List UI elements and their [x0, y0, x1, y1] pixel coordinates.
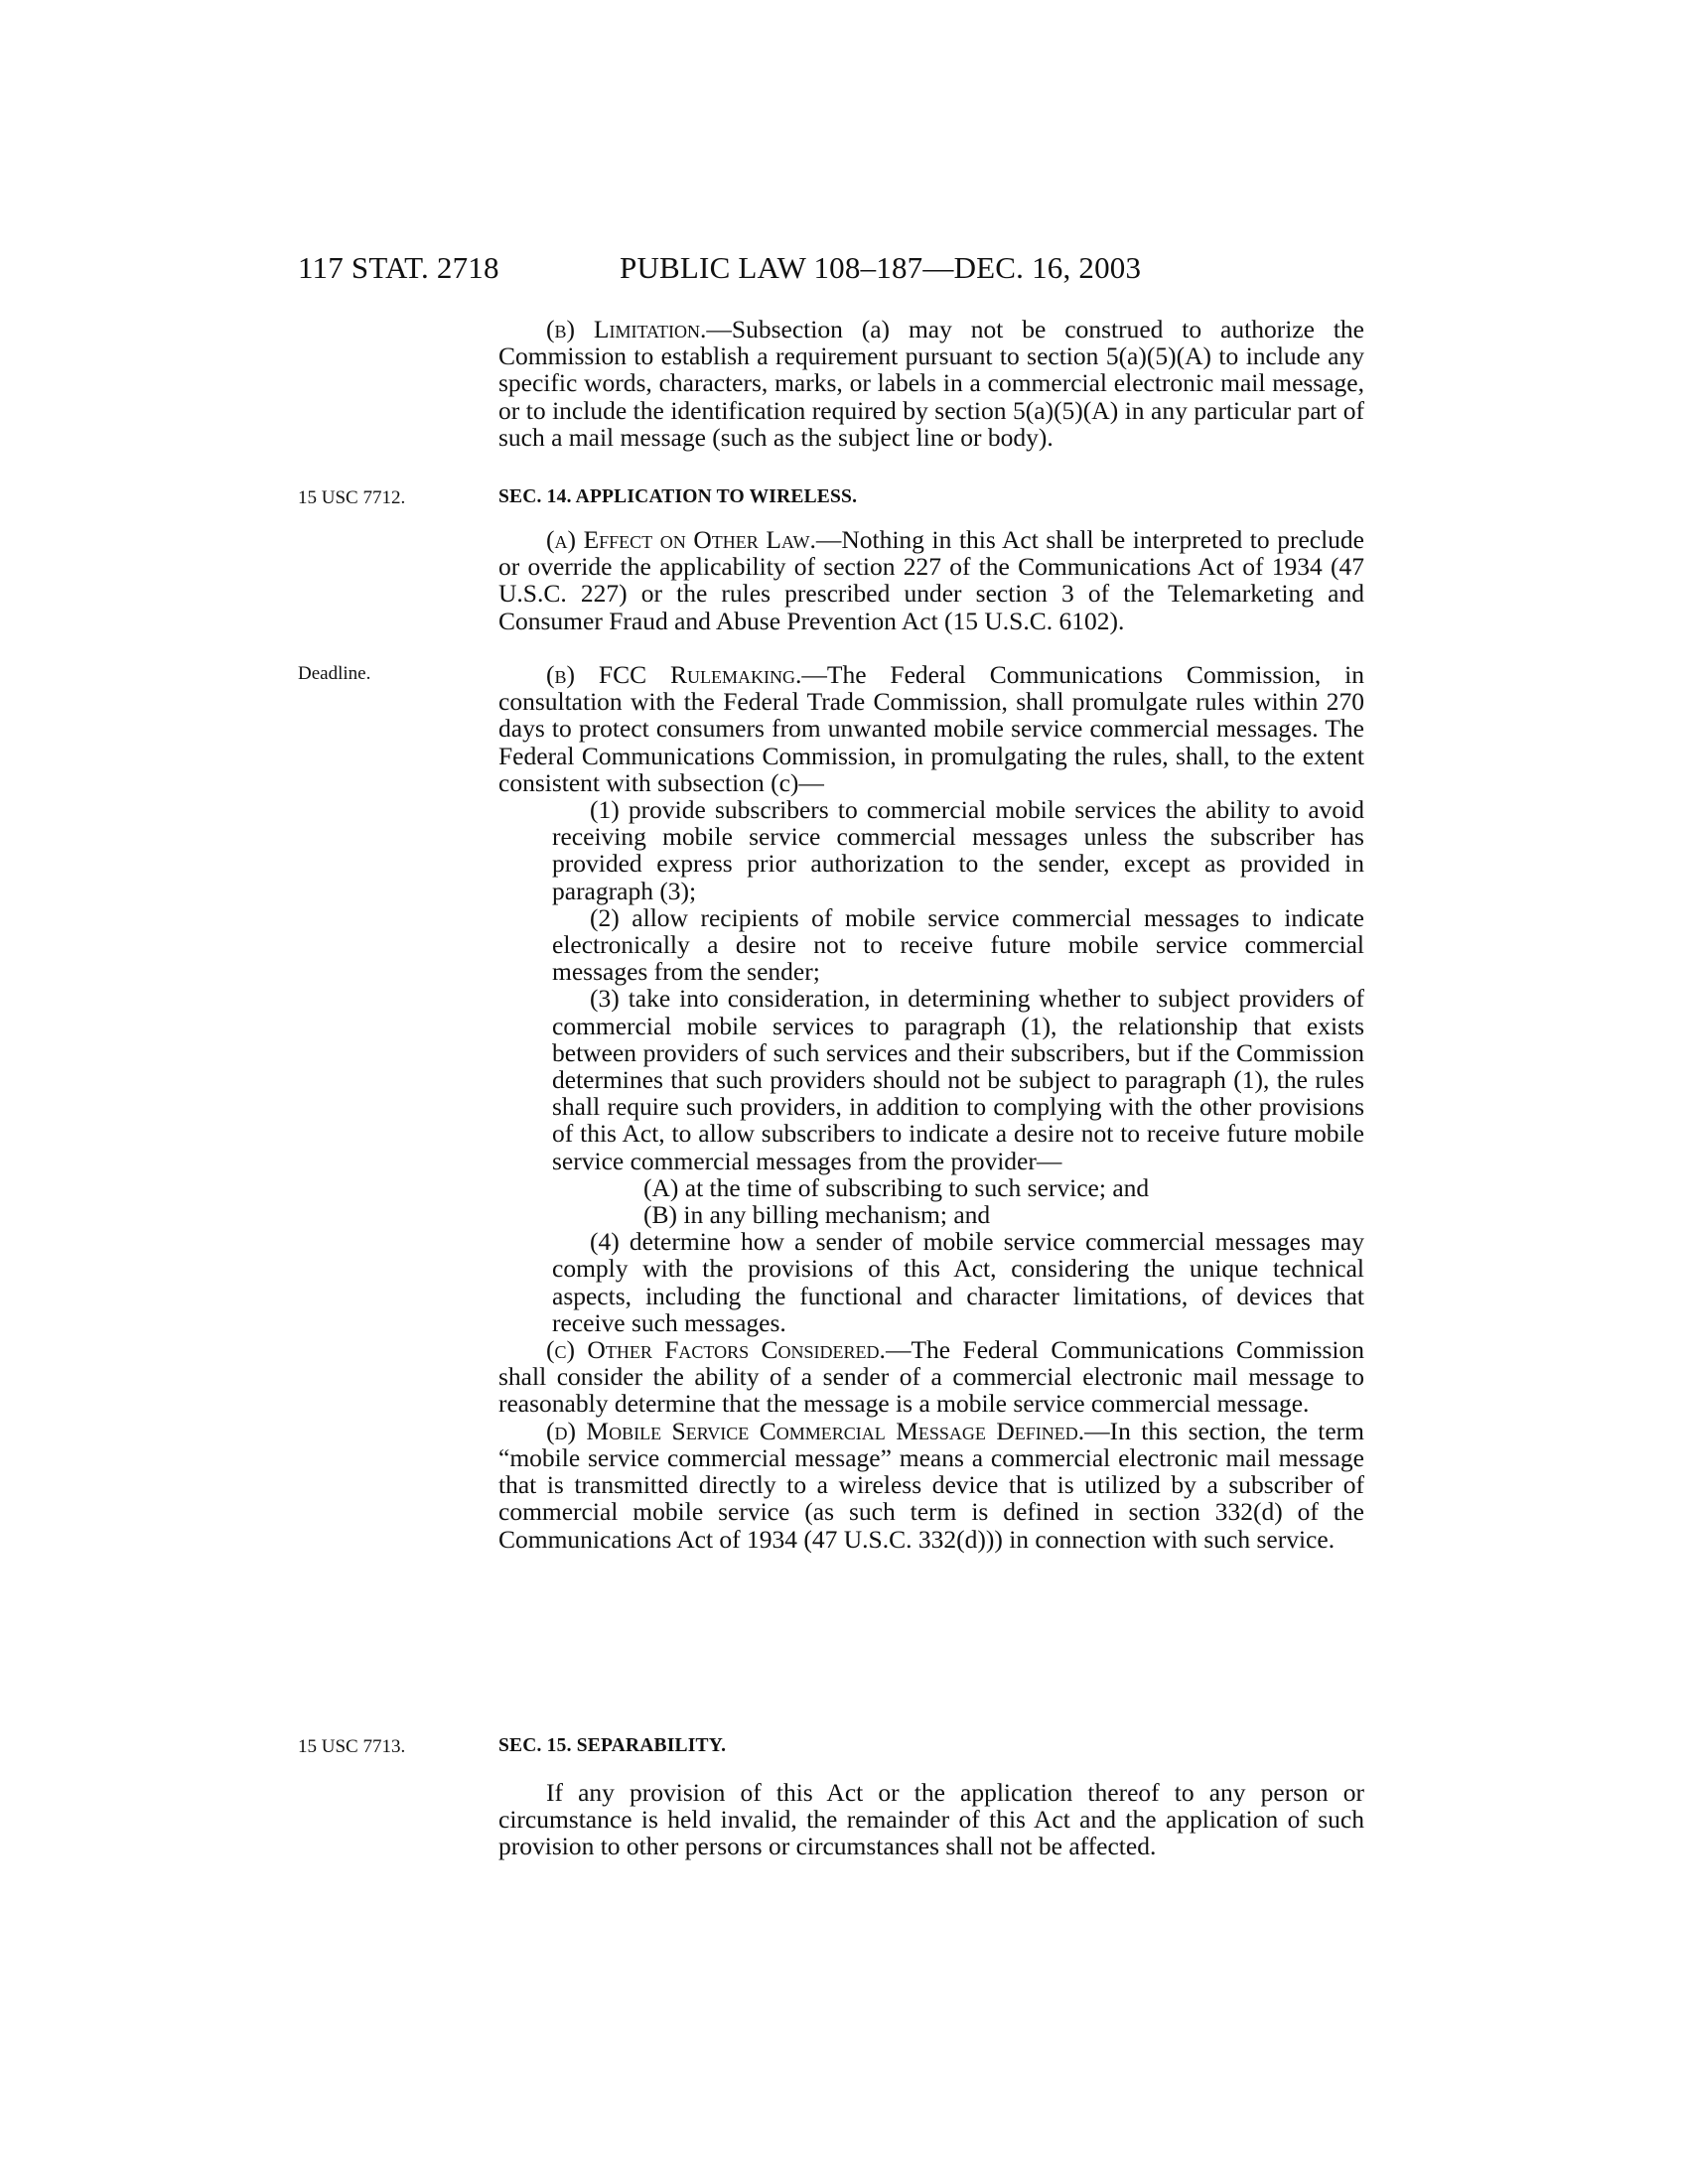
paragraph-separability: If any provision of this Act or the application thereof to any person or circumstance is held invalid, the remainder of this Act and the application of such provision to other persons or circumstances shall not be affected. [498, 1778, 1364, 1861]
effect-on-other-law-text: —Nothing in this Act shall be interpreted to preclude or override the applicability of section 227 of the Communications Act of 1934 (47 U.S.C. 227) or the rules prescribed under section 3 of the Telemarketing and Consumer Fraud and Abuse Prevention Act (15 U.S.C. 6102). [498, 525, 1365, 635]
paragraph-b3: (3) take into consideration, in determining whether to subject providers of commercial mobile services to paragraph (1), the relationship that exists between providers of such services and their subscribers, but if the Commission determines that such providers should not be subject to paragraph (1), the rules shall require such providers, in addition to complying with the other provisions of this Act, to allow subscribers to indicate a desire not to receive future mobile service commercial messages from the provider— [552, 984, 1364, 1175]
paragraph-b4: (4) determine how a sender of mobile service commercial messages may comply with the provisions of this Act, considering the unique technical aspects, including the functional and character limitations, of devices that receive such messages. [552, 1227, 1364, 1337]
mobile-service-defined-text: —In this section, the term “mobile service commercial message” means a commercial electronic mail message that is transmitted directly to a wireless device that is utilized by a subscriber of commercial mobile service (as such term is defined in section 332(d) of the Communications Act of 1934 (47 U.S.C. 332(d))) in connection with such service. [498, 1416, 1364, 1554]
fcc-rulemaking-text: —The Federal Communications Commission, in consultation with the Federal Trade Commission, shall promulgate rules within 270 days to protect consumers from unwanted mobile service commercial messages. The Federal Communications Commission, in promulgating the rules, shall, to the extent consistent with subsection (c)— [498, 660, 1364, 797]
section-14-a-block [498, 526, 1364, 634]
section-14-b-d-block [498, 661, 1364, 1553]
margin-note-15-usc-7712: 15 USC 7712. [298, 487, 406, 508]
paragraph-mobile-service-defined [498, 1418, 1364, 1553]
paragraph-b1: (1) provide subscribers to commercial mobile services the ability to avoid receiving mobile service commercial messages unless the subscriber has provided express prior authorization to the sender, except as provided in paragraph (3); [552, 795, 1364, 905]
limitation-text: —Subsection (a) may not be construed to authorize the Commission to establish a requirement pursuant to section 5(a)(5)(A) to include any specific words, characters, marks, or labels in a commercial electronic mail message, or to include the identification required by section 5(a)(5)(A) in any particular part of such a mail message (such as the subject line or body). [498, 315, 1364, 452]
fcc-rulemaking-heading: (b) FCC Rulemaking. [546, 660, 802, 689]
effect-on-other-law-heading: (a) Effect on Other Law. [546, 525, 816, 554]
section-15-title: SEC. 15. SEPARABILITY. [498, 1735, 727, 1756]
section-13-b-block [498, 316, 1364, 451]
law-title: PUBLIC LAW 108–187—DEC. 16, 2003 [620, 250, 1142, 285]
other-factors-text: —The Federal Communications Commission shall consider the ability of a sender of a commercial electronic mail message to reasonably determine that the message is a mobile service commercial message. [498, 1335, 1365, 1419]
paragraph-b3-b: (B) in any billing mechanism; and [643, 1200, 991, 1230]
margin-note-15-usc-7713: 15 USC 7713. [298, 1736, 406, 1757]
paragraph-effect-on-other-law [498, 526, 1364, 634]
other-factors-heading: (c) Other Factors Considered. [546, 1335, 886, 1365]
paragraph-b2: (2) allow recipients of mobile service commercial messages to indicate electronically a desire not to receive future mobile service commercial messages from the sender; [552, 902, 1364, 987]
section-14-title: SEC. 14. APPLICATION TO WIRELESS. [498, 486, 858, 507]
limitation-heading: (b) Limitation. [546, 315, 707, 343]
stat-page-number: 117 STAT. 2718 [298, 250, 499, 285]
paragraph-b3-a: (A) at the time of subscribing to such service; and [643, 1172, 1150, 1202]
paragraph-other-factors [498, 1336, 1364, 1418]
mobile-service-defined-heading: (d) Mobile Service Commercial Message Defined. [546, 1416, 1085, 1445]
margin-note-deadline: Deadline. [298, 663, 371, 684]
paragraph-fcc-rulemaking [498, 661, 1364, 796]
paragraph-limitation [498, 316, 1364, 451]
section-15-block [498, 1779, 1364, 1860]
